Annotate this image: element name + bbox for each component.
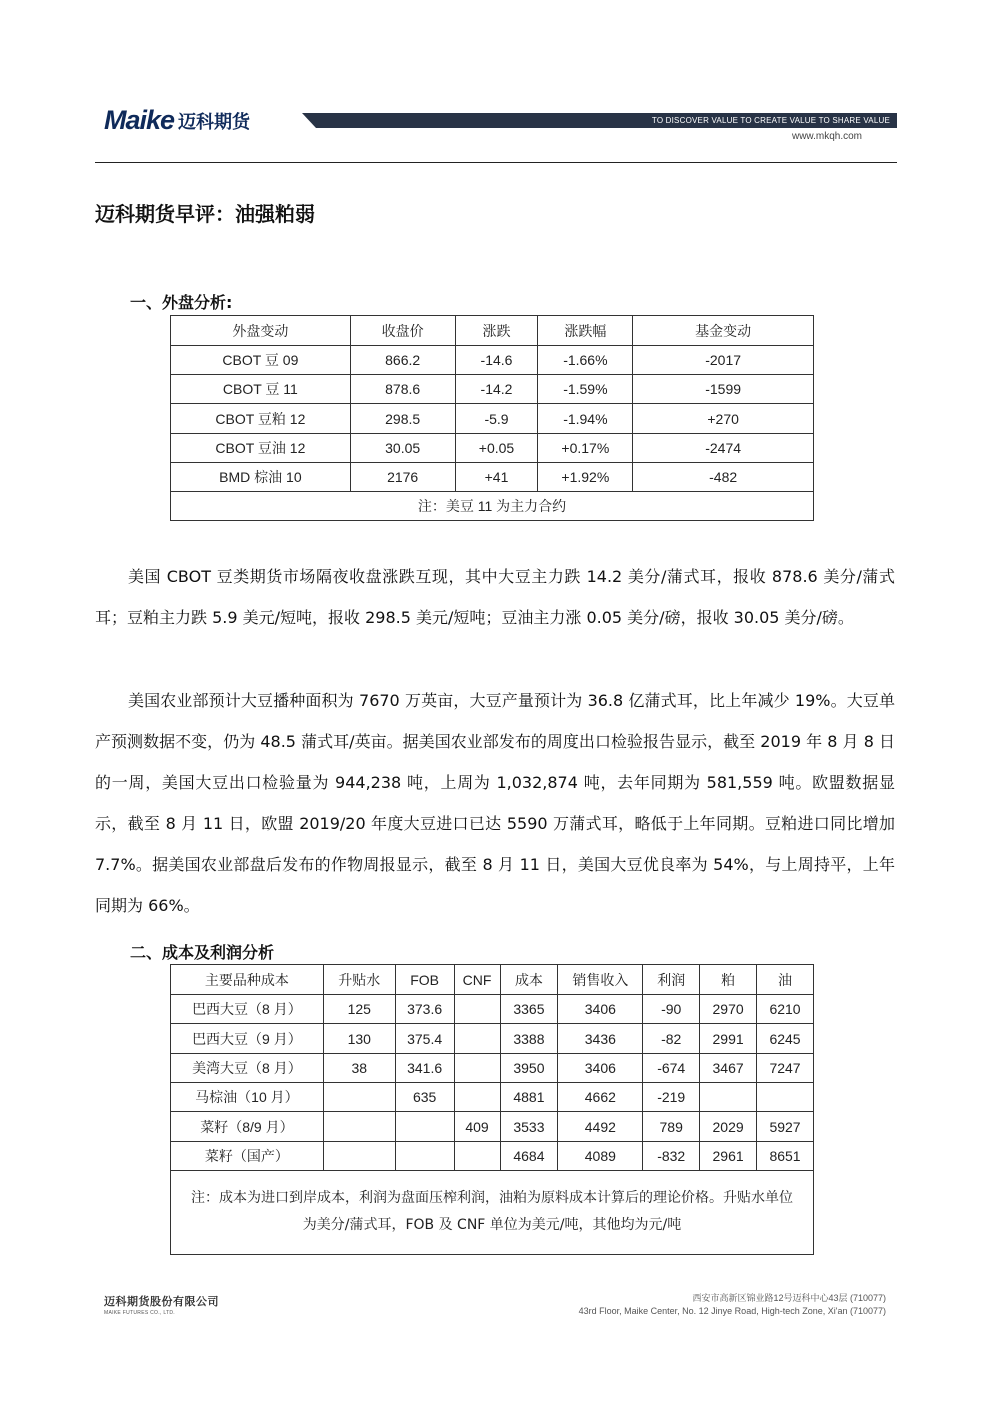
table-cell: 菜籽（8/9 月）: [171, 1112, 324, 1142]
table-row: [171, 1142, 814, 1171]
paragraph-cbot-summary: 美国 CBOT 豆类期货市场隔夜收盘涨跌互现，其中大豆主力跌 14.2 美分/蒲式耳，报收 878.6 美分/蒲式耳；豆粕主力跌 5.9 美元/短吨，报收 298.5 美元/短吨；豆油主力涨 0.05 美分/磅，报收 30.05 美分/磅。: [95, 567, 895, 627]
table-cell: BMD 棕油 10: [171, 463, 351, 492]
table-cell: 4881: [500, 1083, 558, 1112]
table-cell: -2474: [633, 434, 814, 463]
table-cell: 130: [323, 1024, 395, 1054]
cost-table-note-row: [171, 1171, 814, 1255]
logo-latin-text: Maike: [104, 105, 175, 135]
table-cell: 3406: [558, 1054, 643, 1083]
market-header-cell: 收盘价: [350, 316, 455, 346]
table-cell: -219: [643, 1083, 700, 1112]
table-cell: +41: [455, 463, 538, 492]
table-cell: 866.2: [350, 346, 455, 375]
table-cell: 125: [323, 995, 395, 1024]
table-cell: [454, 1083, 500, 1112]
table-cell: 341.6: [395, 1054, 454, 1083]
table-cell: 635: [395, 1083, 454, 1112]
document-title: 迈科期货早评：油强粕弱: [95, 202, 315, 226]
table-cell: [757, 1083, 814, 1112]
table-cell: CBOT 豆粕 12: [171, 404, 351, 434]
table-cell: 4492: [558, 1112, 643, 1142]
table-cell: [454, 1054, 500, 1083]
table-cell: 298.5: [350, 404, 455, 434]
table-cell: -1.66%: [538, 346, 633, 375]
logo-chinese-text: 迈科期货: [178, 112, 251, 133]
table-cell: 3467: [700, 1054, 757, 1083]
table-cell: 30.05: [350, 434, 455, 463]
cost-header-cell: 利润: [643, 965, 700, 995]
table-cell: -2017: [633, 346, 814, 375]
table-cell: -14.6: [455, 346, 538, 375]
table-cell: [395, 1112, 454, 1142]
table-row: [171, 1112, 814, 1142]
market-table-note-row: [171, 492, 814, 521]
table-cell: 789: [643, 1112, 700, 1142]
table-cell: -482: [633, 463, 814, 492]
table-cell: 2029: [700, 1112, 757, 1142]
footer-company-cn: 迈科期货股份有限公司: [104, 1295, 219, 1308]
table-cell: -674: [643, 1054, 700, 1083]
table-cell: -1599: [633, 375, 814, 404]
table-cell: 2176: [350, 463, 455, 492]
table-row: [171, 995, 814, 1024]
table-cell: 巴西大豆（9 月）: [171, 1024, 324, 1054]
table-cell: -14.2: [455, 375, 538, 404]
table-cell: -5.9: [455, 404, 538, 434]
table-cell: +270: [633, 404, 814, 434]
market-table: [170, 315, 814, 521]
cost-header-cell: 升贴水: [323, 965, 395, 995]
table-cell: -1.59%: [538, 375, 633, 404]
footer-address: [520, 1292, 886, 1318]
table-cell: 6245: [757, 1024, 814, 1054]
header-slogan: TO DISCOVER VALUE TO CREATE VALUE TO SHARE VALUE: [651, 116, 890, 125]
table-cell: CBOT 豆 11: [171, 375, 351, 404]
company-logo: [104, 104, 250, 134]
table-cell: 878.6: [350, 375, 455, 404]
paragraph-usda-report: 美国农业部预计大豆播种面积为 7670 万英亩，大豆产量预计为 36.8 亿蒲式耳，比上年减少 19%。大豆单产预测数据不变，仍为 48.5 蒲式耳/英亩。据美国农业部发布的周度出口检验报告显示，截至 2019 年 8 月 8 日的一周，美国大豆出口检验量为 944,238 吨，上周为 1,032,874 吨，去年同期为 581,559 吨。欧盟数据显示，截至 8 月 11 日，欧盟 2019/20 年度大豆进口已达 5590 万蒲式耳，略低于上年同期。豆粕进口同比增加 7.7%。据美国农业部盘后发布的作物周报显示，截至 8 月 11 日，美国大豆优良率为 54%，与上周持平，上年同期为 66%。: [95, 691, 895, 915]
market-header-cell: 涨跌幅: [538, 316, 633, 346]
table-cell: 3436: [558, 1024, 643, 1054]
table-row: [171, 1024, 814, 1054]
table-cell: -1.94%: [538, 404, 633, 434]
table-cell: 375.4: [395, 1024, 454, 1054]
table-cell: 马棕油（10 月）: [171, 1083, 324, 1112]
table-cell: 4662: [558, 1083, 643, 1112]
table-cell: -82: [643, 1024, 700, 1054]
table-cell: [454, 1024, 500, 1054]
table-cell: 373.6: [395, 995, 454, 1024]
header-divider: [95, 162, 897, 163]
section1-heading: 一、外盘分析:: [130, 293, 233, 312]
cost-header-cell: FOB: [395, 965, 454, 995]
footer-company-en: MAIKE FUTURES CO., LTD.: [104, 1310, 175, 1316]
market-table-header-row: [171, 316, 814, 346]
table-cell: 6210: [757, 995, 814, 1024]
market-header-cell: 外盘变动: [171, 316, 351, 346]
table-row: [171, 434, 814, 463]
table-cell: 菜籽（国产）: [171, 1142, 324, 1171]
table-cell: [395, 1142, 454, 1171]
table-cell: [454, 1142, 500, 1171]
table-cell: 8651: [757, 1142, 814, 1171]
table-cell: +1.92%: [538, 463, 633, 492]
table-cell: CBOT 豆 09: [171, 346, 351, 375]
section2-heading: 二、成本及利润分析: [130, 943, 275, 962]
table-row: [171, 1054, 814, 1083]
cost-note-line-1: 注：成本为进口到岸成本，利润为盘面压榨利润，油粕为原料成本计算后的理论价格。升贴水单位: [191, 1190, 793, 1206]
table-cell: [323, 1083, 395, 1112]
table-row: [171, 404, 814, 434]
cost-header-cell: CNF: [454, 965, 500, 995]
cost-header-cell: 油: [757, 965, 814, 995]
table-cell: 38: [323, 1054, 395, 1083]
table-cell: 7247: [757, 1054, 814, 1083]
cost-header-cell: 粕: [700, 965, 757, 995]
table-cell: +0.17%: [538, 434, 633, 463]
footer-address-en: 43rd Floor, Maike Center, No. 12 Jinye Road, High-tech Zone, Xi'an (710077): [578, 1306, 886, 1316]
paragraph-block-1: [95, 556, 895, 638]
table-cell: 2991: [700, 1024, 757, 1054]
cost-note-line-2: 为美分/蒲式耳，FOB 及 CNF 单位为美元/吨，其他均为元/吨: [302, 1217, 682, 1233]
footer-company: [104, 1293, 219, 1316]
table-cell: 美湾大豆（8 月）: [171, 1054, 324, 1083]
table-cell: 3950: [500, 1054, 558, 1083]
table-cell: 2970: [700, 995, 757, 1024]
table-row: [171, 463, 814, 492]
table-cell: +0.05: [455, 434, 538, 463]
market-table-note: 注：美豆 11 为主力合约: [171, 492, 814, 521]
table-cell: 巴西大豆（8 月）: [171, 995, 324, 1024]
table-cell: 2961: [700, 1142, 757, 1171]
market-header-cell: 基金变动: [633, 316, 814, 346]
cost-table-header-row: [171, 965, 814, 995]
cost-header-cell: 销售收入: [558, 965, 643, 995]
table-cell: -832: [643, 1142, 700, 1171]
table-cell: CBOT 豆油 12: [171, 434, 351, 463]
table-cell: [700, 1083, 757, 1112]
cost-table-note: [171, 1171, 814, 1255]
paragraph-block-2: [95, 680, 895, 926]
table-cell: 3406: [558, 995, 643, 1024]
market-header-cell: 涨跌: [455, 316, 538, 346]
table-cell: 3365: [500, 995, 558, 1024]
table-cell: 4089: [558, 1142, 643, 1171]
table-row: [171, 375, 814, 404]
table-cell: 4684: [500, 1142, 558, 1171]
table-cell: -90: [643, 995, 700, 1024]
table-cell: [323, 1112, 395, 1142]
table-cell: [323, 1142, 395, 1171]
table-cell: 3388: [500, 1024, 558, 1054]
footer-address-cn: 西安市高新区锦业路12号迈科中心43层 (710077): [692, 1293, 886, 1303]
table-cell: 5927: [757, 1112, 814, 1142]
table-row: [171, 1083, 814, 1112]
table-cell: 3533: [500, 1112, 558, 1142]
cost-header-cell: 主要品种成本: [171, 965, 324, 995]
table-cell: 409: [454, 1112, 500, 1142]
header-website: www.mkqh.com: [791, 131, 862, 142]
table-row: [171, 346, 814, 375]
table-cell: [454, 995, 500, 1024]
cost-header-cell: 成本: [500, 965, 558, 995]
cost-profit-table: [170, 964, 814, 1255]
